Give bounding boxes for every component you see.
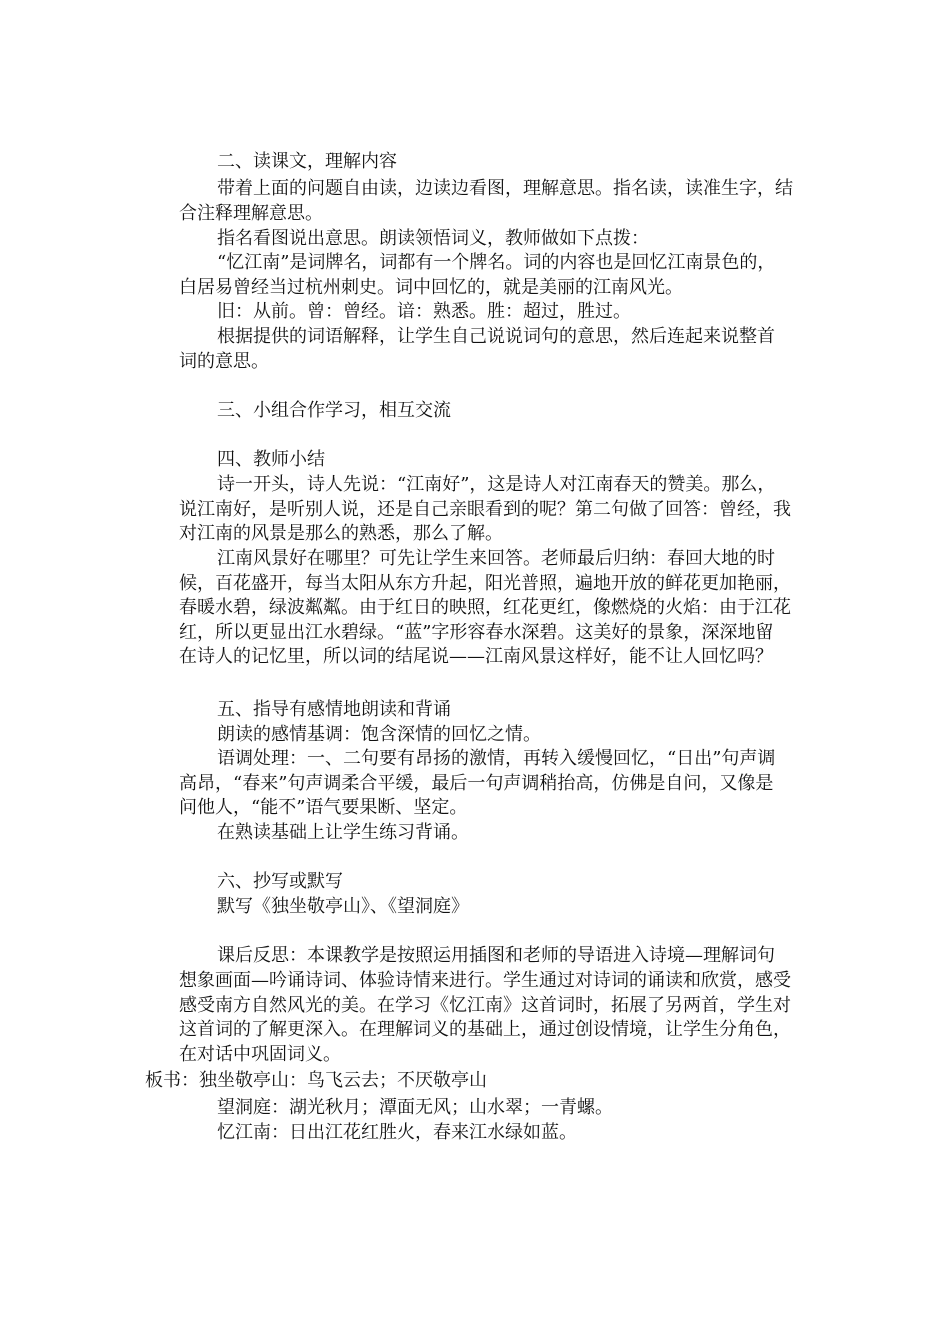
- paragraph-line: 春暖水碧，绿波粼粼。由于红日的映照，红花更红，像燃烧的火焰：由于江花: [179, 597, 791, 618]
- section-heading: 四、教师小结: [217, 449, 325, 470]
- paragraph-line: 候，百花盛开，每当太阳从东方升起，阳光普照，遍地开放的鲜花更加艳丽，: [179, 573, 791, 594]
- paragraph-line: 江南风景好在哪里？可先让学生来回答。老师最后归纳：春回大地的时: [217, 548, 775, 569]
- paragraph-line: 诗一开头，诗人先说：“江南好”，这是诗人对江南春天的赞美。那么，: [217, 474, 776, 495]
- paragraph-line: 默写《独坐敬亭山》、《望洞庭》: [217, 896, 469, 917]
- paragraph-line: 在诗人的记忆里，所以词的结尾说——江南风景这样好，能不让人回忆吗？: [179, 646, 773, 667]
- reflection-line: 这首词的了解更深入。在理解词义的基础上，通过创设情境，让学生分角色，: [179, 1019, 791, 1040]
- paragraph-line: 在熟读基础上让学生练习背诵。: [217, 822, 469, 843]
- paragraph-line: 合注释理解意思。: [179, 203, 323, 224]
- paragraph-line: 高昂，“春来”句声调柔合平缓，最后一句声调稍抬高，仿佛是自问，又像是: [179, 773, 774, 794]
- section-heading: 二、读课文，理解内容: [217, 151, 397, 172]
- paragraph-line: “忆江南”是词牌名，词都有一个牌名。词的内容也是回忆江南景色的，: [217, 252, 776, 273]
- paragraph-line: 根据提供的词语解释，让学生自己说说词句的意思，然后连起来说整首: [217, 326, 775, 347]
- paragraph-line: 指名看图说出意思。朗读领悟词义，教师做如下点拨：: [217, 228, 649, 249]
- board-line: 忆江南：日出江花红胜火，春来江水绿如蓝。: [217, 1122, 577, 1143]
- board-line: 板书：独坐敬亭山：鸟飞云去；不厌敬亭山: [145, 1070, 487, 1091]
- section-heading: 六、抄写或默写: [217, 871, 343, 892]
- paragraph-line: 红，所以更显出江水碧绿。“蓝”字形容春水深碧。这美好的景象，深深地留: [179, 622, 774, 643]
- section-heading: 五、指导有感情地朗读和背诵: [217, 699, 451, 720]
- reflection-line: 想象画面—吟诵诗词、体验诗情来进行。学生通过对诗词的诵读和欣赏，感受: [179, 970, 791, 991]
- paragraph-line: 语调处理：一、二句要有昂扬的激情，再转入缓慢回忆，“日出”句声调: [217, 748, 776, 769]
- paragraph-line: 说江南好，是听别人说，还是自己亲眼看到的呢？第二句做了回答：曾经，我: [179, 499, 791, 520]
- paragraph-line: 旧：从前。曾：曾经。谙：熟悉。胜：超过，胜过。: [217, 301, 631, 322]
- paragraph-line: 词的意思。: [179, 351, 269, 372]
- paragraph-line: 对江南的风景是那么的熟悉，那么了解。: [179, 523, 503, 544]
- reflection-line: 在对话中巩固词义。: [179, 1044, 341, 1065]
- paragraph-line: 朗读的感情基调：饱含深情的回忆之情。: [217, 724, 541, 745]
- paragraph-line: 问他人，“能不”语气要果断、坚定。: [179, 797, 468, 818]
- reflection-line: 课后反思：本课教学是按照运用插图和老师的导语进入诗境—理解词句: [217, 945, 775, 966]
- paragraph-line: 白居易曾经当过杭州刺史。词中回忆的，就是美丽的江南风光。: [179, 277, 683, 298]
- section-heading: 三、小组合作学习，相互交流: [217, 400, 451, 421]
- board-line: 望洞庭：湖光秋月；潭面无风；山水翠；一青螺。: [217, 1097, 613, 1118]
- paragraph-line: 带着上面的问题自由读，边读边看图，理解意思。指名读，读准生字，结: [217, 178, 793, 199]
- reflection-line: 感受南方自然风光的美。在学习《忆江南》这首词时，拓展了另两首，学生对: [179, 995, 791, 1016]
